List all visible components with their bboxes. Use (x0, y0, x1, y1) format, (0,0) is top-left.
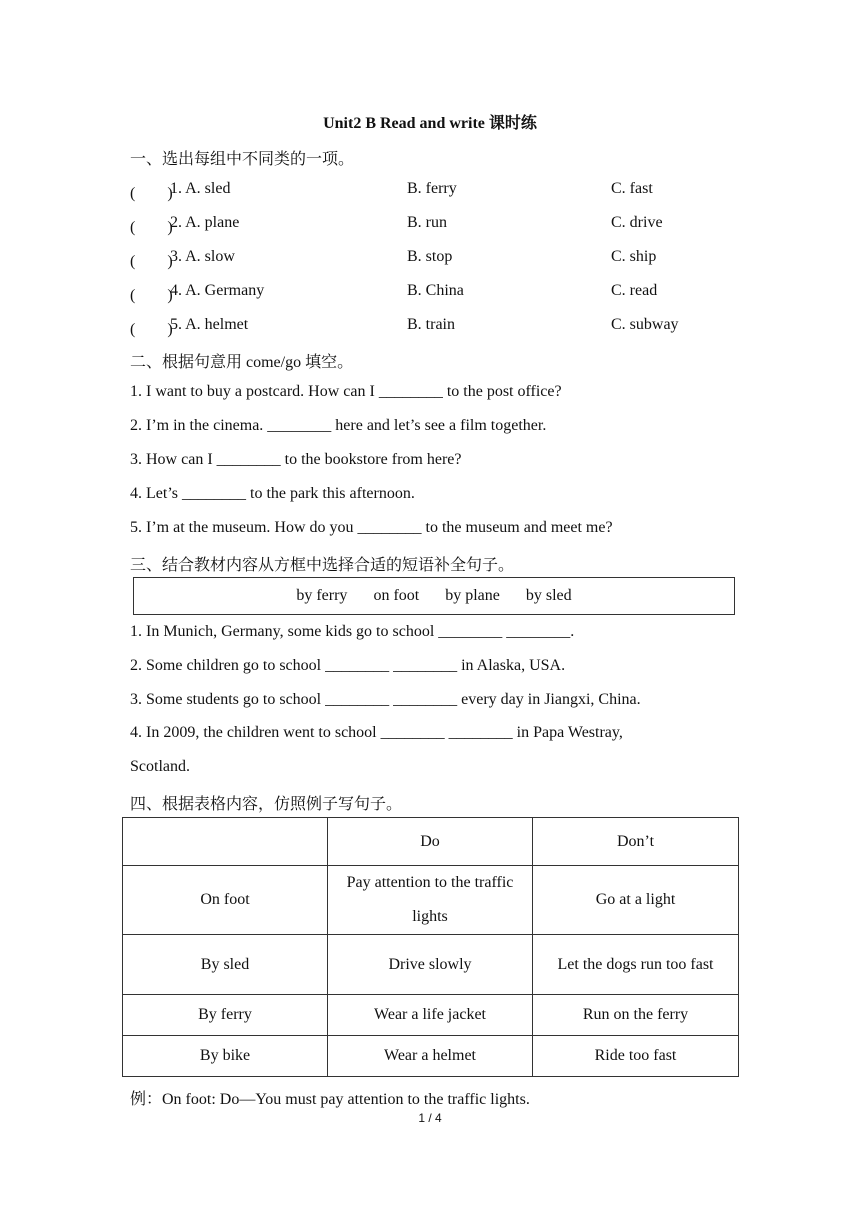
fill-blank-sentence: 3. Some students go to school ________ ________ every day in Jiangxi, China. (130, 691, 641, 708)
example-sentence: 例：On foot: Do—You must pay attention to the traffic lights. (130, 1091, 530, 1108)
page-number: 1 / 4 (418, 1111, 442, 1125)
option-c: C. drive (611, 214, 663, 231)
phrase-option: on foot (373, 587, 420, 604)
section4-heading: 四、根据表格内容，仿照例子写句子。 (130, 796, 403, 813)
option-b: B. China (407, 282, 464, 299)
fill-blank-sentence: 3. How can I ________ to the bookstore from here? (130, 451, 462, 468)
phrase-option: by ferry (296, 587, 348, 604)
table-row (123, 866, 739, 935)
table-cell: By bike (123, 1036, 328, 1077)
fill-blank-sentence: 4. In 2009, the children went to school ________ ________ in Papa Westray, (130, 724, 623, 741)
mcq-item (130, 248, 730, 270)
page-title: Unit2 B Read and write 课时练 (323, 115, 537, 132)
table-cell: Wear a life jacket (328, 995, 533, 1036)
table-row (123, 995, 739, 1036)
option-b: B. stop (407, 248, 453, 265)
answer-blank[interactable]: ( ) (130, 253, 173, 270)
mcq-item (130, 180, 730, 202)
section2-heading: 二、根据句意用 come/go 填空。 (130, 354, 354, 371)
answer-blank[interactable]: ( ) (130, 185, 173, 202)
option-b: B. train (407, 316, 455, 333)
phrase-option: by plane (445, 587, 500, 604)
table-cell: On foot (123, 866, 328, 935)
option-a: 5. A. helmet (170, 316, 249, 333)
table-cell: Wear a helmet (328, 1036, 533, 1077)
option-c: C. subway (611, 316, 679, 333)
table-cell: By ferry (123, 995, 328, 1036)
table-cell: By sled (123, 935, 328, 995)
table-cell: Pay attention to the traffic lights (328, 866, 533, 935)
table-cell: Ride too fast (533, 1036, 739, 1077)
option-a: 1. A. sled (170, 180, 231, 197)
table-header-row (123, 818, 739, 866)
rules-table (122, 817, 739, 1077)
answer-blank[interactable]: ( ) (130, 287, 173, 304)
mcq-item (130, 316, 730, 338)
table-cell: Drive slowly (328, 935, 533, 995)
section3-heading: 三、结合教材内容从方框中选择合适的短语补全句子。 (130, 557, 515, 574)
fill-blank-sentence: 4. Let’s ________ to the park this afternoon. (130, 485, 415, 502)
phrase-option: by sled (525, 587, 572, 604)
option-b: B. ferry (407, 180, 457, 197)
table-header-cell: Do (328, 818, 533, 866)
option-a: 2. A. plane (170, 214, 240, 231)
table-header-cell (123, 818, 328, 866)
table-row (123, 1036, 739, 1077)
option-a: 3. A. slow (170, 248, 235, 265)
phrase-box (133, 577, 735, 615)
option-b: B. run (407, 214, 447, 231)
section1-heading: 一、选出每组中不同类的一项。 (130, 151, 355, 168)
option-a: 4. A. Germany (170, 282, 265, 299)
option-c: C. fast (611, 180, 653, 197)
option-c: C. read (611, 282, 658, 299)
table-row (123, 935, 739, 995)
fill-blank-sentence: 1. I want to buy a postcard. How can I ________ to the post office? (130, 383, 562, 400)
answer-blank[interactable]: ( ) (130, 219, 173, 236)
fill-blank-sentence: 1. In Munich, Germany, some kids go to school ________ ________. (130, 623, 575, 640)
fill-blank-sentence: 2. Some children go to school ________ ________ in Alaska, USA. (130, 657, 566, 674)
mcq-item (130, 214, 730, 236)
option-c: C. ship (611, 248, 657, 265)
table-header-cell: Don’t (533, 818, 739, 866)
table-cell: Go at a light (533, 866, 739, 935)
fill-blank-sentence: 5. I’m at the museum. How do you ________ to the museum and meet me? (130, 519, 613, 536)
table-cell: Run on the ferry (533, 995, 739, 1036)
fill-blank-sentence-cont: Scotland. (130, 758, 190, 775)
fill-blank-sentence: 2. I’m in the cinema. ________ here and let’s see a film together. (130, 417, 547, 434)
table-cell: Let the dogs run too fast (533, 935, 739, 995)
mcq-item (130, 282, 730, 304)
answer-blank[interactable]: ( ) (130, 321, 173, 338)
